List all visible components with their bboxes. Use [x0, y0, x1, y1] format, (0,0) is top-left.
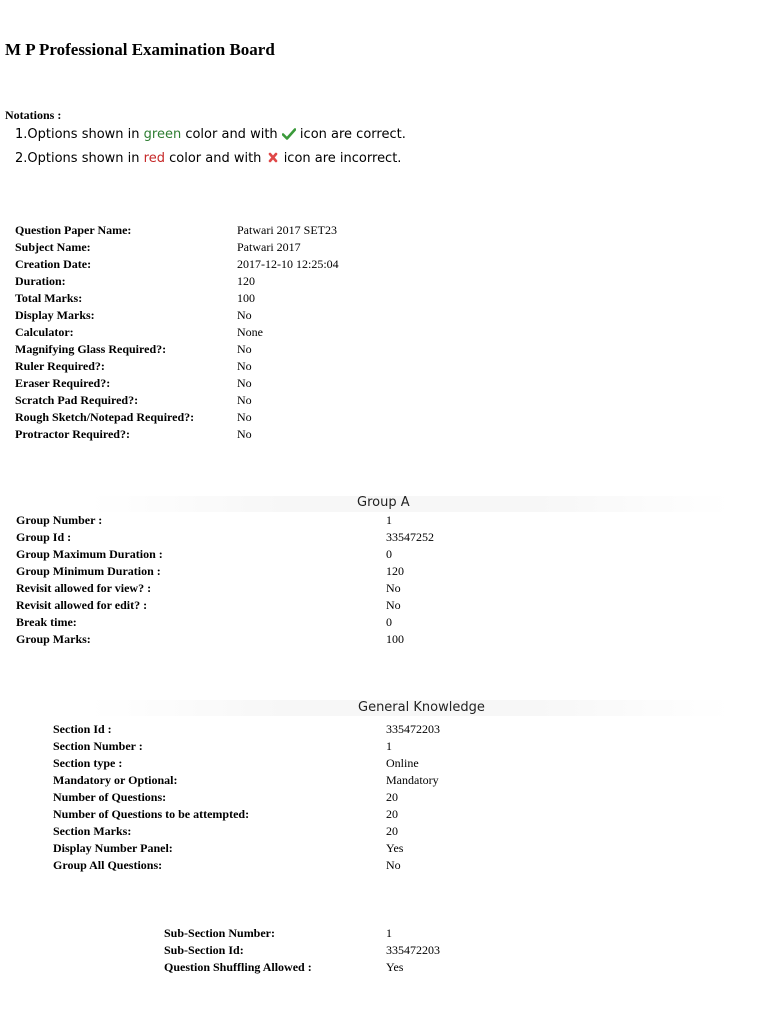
section-detail-value: 335472203 [386, 722, 440, 736]
notation-incorrect-middle: color and with [164, 151, 266, 166]
cross-icon [266, 152, 280, 168]
subsection-detail-value: 335472203 [386, 943, 440, 957]
section-detail-value: 20 [386, 807, 398, 821]
group-detail-label: Revisit allowed for edit? : [16, 598, 148, 612]
section-detail-label: Section type : [53, 756, 123, 770]
paper-detail-label: Ruler Required?: [15, 359, 105, 373]
notation-correct-prefix: 1.Options shown in [15, 127, 144, 142]
paper-detail-value: 120 [237, 274, 255, 288]
section-detail-value: No [386, 858, 401, 872]
group-detail-label: Group Marks: [16, 632, 91, 646]
group-detail-row [16, 546, 434, 563]
section-detail-row [53, 840, 440, 857]
paper-detail-value: 100 [237, 291, 255, 305]
section-detail-value: 20 [386, 824, 398, 838]
paper-detail-row [15, 392, 339, 409]
page-title: M P Professional Examination Board [5, 40, 275, 59]
group-detail-value: 0 [386, 547, 392, 561]
paper-detail-label: Creation Date: [15, 257, 92, 271]
section-detail-label: Group All Questions: [53, 858, 163, 872]
paper-detail-value: No [237, 308, 252, 322]
group-detail-value: 33547252 [386, 530, 434, 544]
subsection-detail-row [164, 942, 440, 959]
subsection-detail-value: Yes [386, 960, 404, 974]
section-detail-value: Yes [386, 841, 404, 855]
paper-detail-value: 2017-12-10 12:25:04 [237, 257, 339, 271]
notations-label: Notations : [5, 108, 62, 122]
paper-detail-label: Total Marks: [15, 291, 83, 305]
notation-correct-middle: color and with [181, 127, 282, 142]
section-detail-value: 20 [386, 790, 398, 804]
section-detail-value: 1 [386, 739, 392, 753]
section-detail-row [53, 738, 440, 755]
question-paper-details [15, 222, 339, 443]
paper-detail-row [15, 409, 339, 426]
notation-incorrect-suffix: icon are incorrect. [279, 151, 402, 166]
group-detail-value: 0 [386, 615, 392, 629]
notation-incorrect-color-word: red [143, 151, 165, 166]
notation-incorrect [15, 151, 401, 168]
paper-detail-label: Question Paper Name: [15, 223, 132, 237]
notation-correct [15, 127, 406, 144]
group-detail-row [16, 614, 434, 631]
section-detail-label: Number of Questions to be attempted: [53, 807, 250, 821]
section-heading: General Knowledge [358, 700, 485, 715]
paper-detail-row [15, 239, 339, 256]
paper-detail-row [15, 375, 339, 392]
paper-detail-label: Subject Name: [15, 240, 91, 254]
paper-detail-row [15, 256, 339, 273]
group-detail-value: 100 [386, 632, 404, 646]
section-detail-row [53, 823, 440, 840]
section-detail-label: Section Marks: [53, 824, 132, 838]
check-icon [282, 128, 296, 144]
group-detail-row [16, 512, 434, 529]
group-detail-label: Group Number : [16, 513, 103, 527]
section-detail-row [53, 755, 440, 772]
paper-detail-label: Protractor Required?: [15, 427, 130, 441]
paper-detail-label: Calculator: [15, 325, 74, 339]
group-detail-row [16, 580, 434, 597]
section-detail-label: Mandatory or Optional: [53, 773, 178, 787]
subsection-detail-value: 1 [386, 926, 392, 940]
section-detail-label: Section Number : [53, 739, 143, 753]
group-detail-value: No [386, 581, 401, 595]
section-detail-label: Section Id : [53, 722, 112, 736]
paper-detail-row [15, 358, 339, 375]
group-details [16, 512, 434, 648]
section-detail-row [53, 721, 440, 738]
subsection-detail-label: Question Shuffling Allowed : [164, 960, 312, 974]
section-details [53, 721, 440, 874]
group-detail-label: Group Id : [16, 530, 72, 544]
subsection-detail-row [164, 959, 440, 976]
paper-detail-value: Patwari 2017 [237, 240, 301, 254]
subsection-detail-row [164, 925, 440, 942]
section-detail-row [53, 806, 440, 823]
group-detail-row [16, 529, 434, 546]
subsection-detail-label: Sub-Section Id: [164, 943, 244, 957]
section-detail-label: Display Number Panel: [53, 841, 173, 855]
group-heading-band [90, 496, 730, 512]
group-detail-label: Break time: [16, 615, 77, 629]
group-detail-label: Group Maximum Duration : [16, 547, 163, 561]
paper-detail-row [15, 426, 339, 443]
group-heading: Group A [357, 495, 410, 510]
paper-detail-value: No [237, 410, 252, 424]
paper-detail-row [15, 222, 339, 239]
paper-detail-label: Scratch Pad Required?: [15, 393, 139, 407]
paper-detail-row [15, 273, 339, 290]
section-detail-row [53, 857, 440, 874]
section-detail-label: Number of Questions: [53, 790, 167, 804]
paper-detail-label: Display Marks: [15, 308, 95, 322]
section-detail-row [53, 789, 440, 806]
paper-detail-value: None [237, 325, 263, 339]
paper-detail-label: Rough Sketch/Notepad Required?: [15, 410, 195, 424]
subsection-details [164, 925, 440, 976]
paper-detail-row [15, 341, 339, 358]
paper-detail-label: Magnifying Glass Required?: [15, 342, 167, 356]
subsection-detail-label: Sub-Section Number: [164, 926, 276, 940]
notation-incorrect-prefix: 2.Options shown in [15, 151, 144, 166]
paper-detail-value: No [237, 393, 252, 407]
paper-detail-row [15, 324, 339, 341]
paper-detail-row [15, 307, 339, 324]
paper-detail-label: Duration: [15, 274, 66, 288]
group-detail-value: 1 [386, 513, 392, 527]
section-detail-value: Mandatory [386, 773, 439, 787]
group-detail-value: 120 [386, 564, 404, 578]
paper-detail-value: No [237, 376, 252, 390]
paper-detail-value: No [237, 359, 252, 373]
paper-detail-value: No [237, 342, 252, 356]
section-detail-row [53, 772, 440, 789]
notation-correct-suffix: icon are correct. [295, 127, 406, 142]
notation-correct-color-word: green [143, 127, 182, 142]
paper-detail-value: Patwari 2017 SET23 [237, 223, 337, 237]
paper-detail-label: Eraser Required?: [15, 376, 111, 390]
group-detail-row [16, 597, 434, 614]
paper-detail-value: No [237, 427, 252, 441]
group-detail-row [16, 631, 434, 648]
group-detail-label: Revisit allowed for view? : [16, 581, 152, 595]
group-detail-value: No [386, 598, 401, 612]
paper-detail-row [15, 290, 339, 307]
group-detail-label: Group Minimum Duration : [16, 564, 161, 578]
section-detail-value: Online [386, 756, 419, 770]
group-detail-row [16, 563, 434, 580]
